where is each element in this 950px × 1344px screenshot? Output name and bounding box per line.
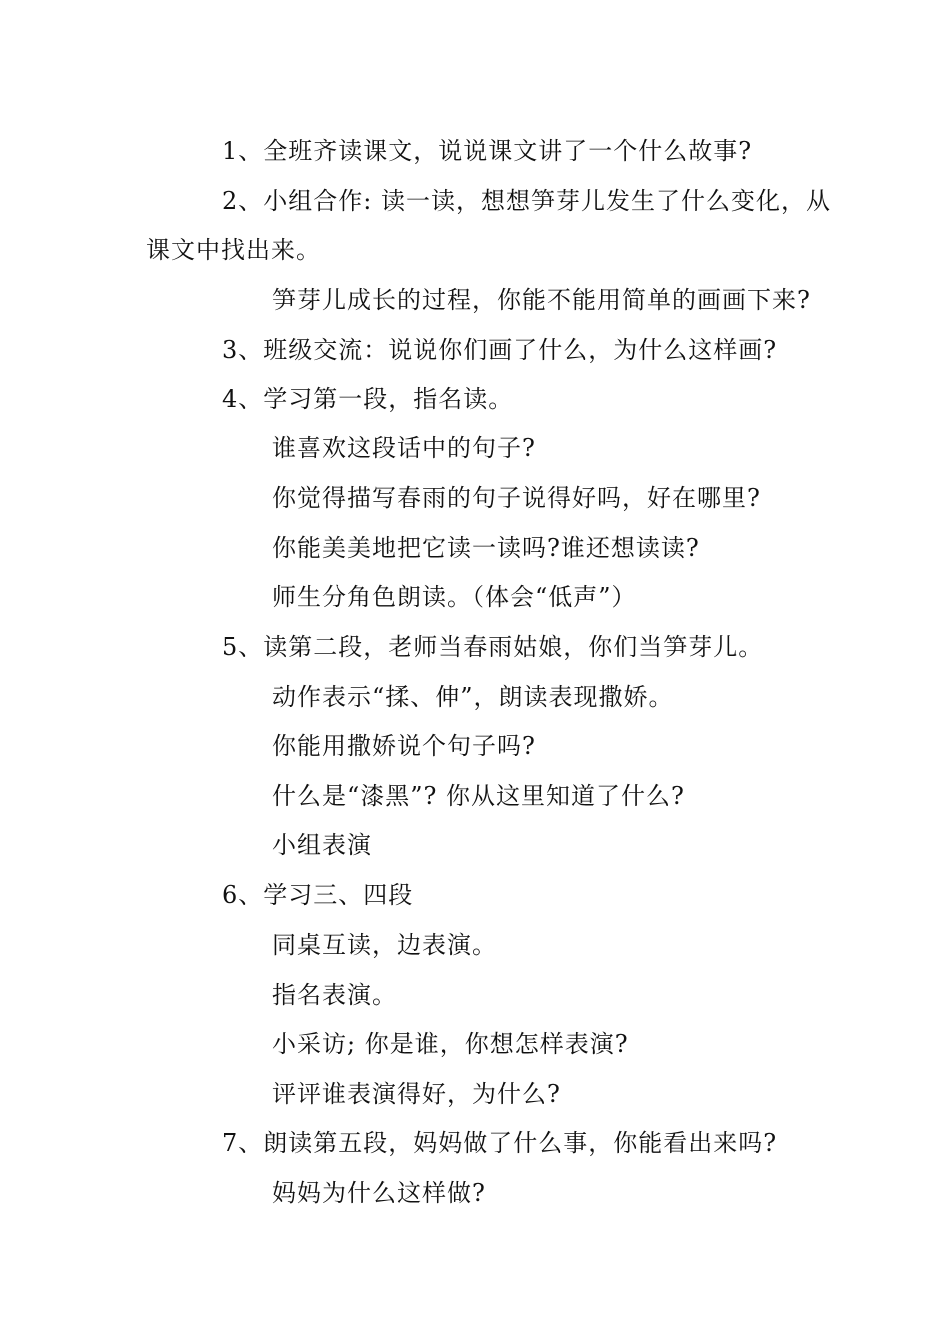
step-6-question-1: 小采访; 你是谁，你想怎样表演?	[272, 1030, 629, 1058]
step-5-activity-2: 小组表演	[272, 831, 372, 859]
step-4-activity: 师生分角色朗读。（体会“低声”）	[272, 583, 637, 611]
step-5-question-2: 什么是“漆黑”? 你从这里知道了什么?	[272, 782, 685, 810]
step-2-continuation: 课文中找出来。	[146, 236, 321, 264]
step-2-text: 2、小组合作: 读一读，想想笋芽儿发生了什么变化，从	[222, 187, 831, 215]
step-4-text: 4、学习第一段，指名读。	[222, 385, 514, 413]
step-4-question-3: 你能美美地把它读一读吗?谁还想读读?	[272, 534, 700, 562]
step-7-question: 妈妈为什么这样做?	[272, 1179, 486, 1207]
step-6-question-2: 评评谁表演得好，为什么?	[272, 1080, 561, 1108]
step-6-activity-2: 指名表演。	[272, 981, 397, 1009]
step-5-text: 5、读第二段，老师当春雨姑娘，你们当笋芽儿。	[222, 633, 764, 661]
step-7-text: 7、朗读第五段，妈妈做了什么事，你能看出来吗?	[222, 1129, 778, 1157]
step-4-question-1: 谁喜欢这段话中的句子?	[272, 434, 536, 462]
step-5-activity-1: 动作表示“揉、伸”，朗读表现撒娇。	[272, 683, 674, 711]
step-2-question: 笋芽儿成长的过程，你能不能用简单的画画下来?	[272, 286, 811, 314]
step-5-question-1: 你能用撒娇说个句子吗?	[272, 732, 536, 760]
step-6-activity-1: 同桌互读，边表演。	[272, 931, 497, 959]
step-1-text: 1、全班齐读课文，说说课文讲了一个什么故事?	[222, 137, 753, 165]
step-6-text: 6、学习三、四段	[222, 881, 414, 909]
step-3-text: 3、班级交流：说说你们画了什么，为什么这样画?	[222, 336, 778, 364]
step-4-question-2: 你觉得描写春雨的句子说得好吗，好在哪里?	[272, 484, 761, 512]
